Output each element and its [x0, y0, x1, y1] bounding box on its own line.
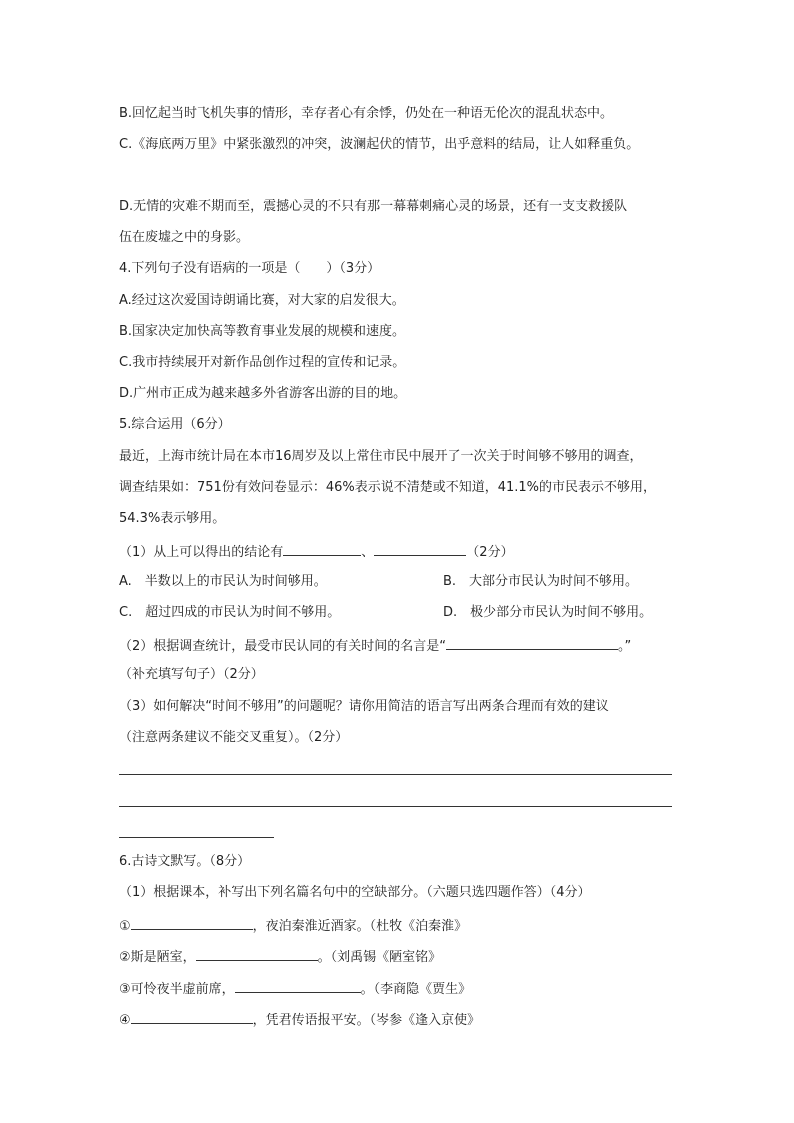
- answer-line-1[interactable]: [119, 774, 672, 775]
- q5-sub1: [119, 541, 514, 562]
- q5-sub2-suffix: 。”: [618, 639, 632, 654]
- q5-passage-line1: 最近，上海市统计局在本市16周岁及以上常住市民中展开了一次关于时间够不够用的调查，: [119, 449, 643, 464]
- q6-item2-blank[interactable]: [196, 946, 318, 961]
- q5-options-row1: [119, 573, 327, 591]
- q6-item-4: [119, 1009, 480, 1030]
- q5-option-a: A. 半数以上的市民认为时间够用。: [119, 574, 327, 589]
- q6-item1-text: ，夜泊秦淮近酒家。（杜牧《泊秦淮》: [252, 919, 468, 934]
- q6-item2-suffix: 。（刘禹锡《陋室铭》: [317, 950, 442, 965]
- q5-sub1-separator: 、: [361, 545, 375, 560]
- q5-option-c: C. 超过四成的市民认为时间不够用。: [119, 605, 341, 620]
- q6-item3-suffix: 。（李商隐《贾生》: [360, 982, 472, 997]
- q4-stem: 4.下列句子没有语病的一项是（ ）（3分）: [119, 261, 381, 276]
- q4-option-c: C.我市持续展开对新作品创作过程的宣传和记录。: [119, 355, 406, 370]
- q5-sub2-blank[interactable]: [446, 635, 618, 650]
- q5-sub2: [119, 635, 631, 656]
- q6-instruction: （1）根据课本，补写出下列名篇名句中的空缺部分。（六题只选四题作答）（4分）: [119, 885, 591, 900]
- q5-sub3-line2: （注意两条建议不能交叉重复）。（2分）: [119, 730, 349, 745]
- q6-title: 6.古诗文默写。（8分）: [119, 854, 251, 869]
- q6-item3-prefix: ③可怜夜半虚前席，: [119, 982, 235, 997]
- q6-item3-blank[interactable]: [235, 978, 361, 993]
- q6-item1-number: ①: [119, 919, 131, 934]
- q6-item4-blank[interactable]: [131, 1009, 253, 1024]
- q3-option-d-line1: D.无情的灾难不期而至，震撼心灵的不只有那一幕幕刺痛心灵的场景，还有一支支救援队: [119, 199, 628, 214]
- q5-sub1-prefix: （1）从上可以得出的结论有: [119, 545, 284, 560]
- q6-item2-prefix: ②斯是陋室，: [119, 950, 196, 965]
- q5-option-d: D. 极少部分市民认为时间不够用。: [443, 605, 653, 620]
- q5-title: 5.综合运用（6分）: [119, 417, 231, 432]
- q4-option-b: B.国家决定加快高等教育事业发展的规模和速度。: [119, 324, 406, 339]
- q4-option-a: A.经过这次爱国诗朗诵比赛，对大家的启发很大。: [119, 293, 405, 308]
- answer-line-2[interactable]: [119, 806, 672, 807]
- q5-sub1-score: （2分）: [466, 545, 514, 560]
- answer-line-3[interactable]: [119, 837, 274, 838]
- q6-item-3: [119, 978, 471, 999]
- q5-sub3-line1: （3）如何解决“时间不够用”的问题呢？请你用简洁的语言写出两条合理而有效的建议: [119, 699, 609, 714]
- q6-item-1: [119, 915, 467, 936]
- q6-item4-number: ④: [119, 1013, 131, 1028]
- q5-passage-line3: 54.3%表示够用。: [119, 511, 226, 526]
- q3-option-b: B.回忆起当时飞机失事的情形，幸存者心有余悸，仍处在一种语无伦次的混乱状态中。: [119, 106, 614, 121]
- q5-option-b: B. 大部分市民认为时间不够用。: [443, 574, 639, 589]
- q4-option-d: D.广州市正成为越来越多外省游客出游的目的地。: [119, 386, 407, 401]
- q5-sub2-prefix: （2）根据调查统计，最受市民认同的有关时间的名言是“: [119, 639, 447, 654]
- q5-sub2-line2: （补充填写句子）（2分）: [119, 667, 264, 682]
- q3-option-c: C.《海底两万里》中紧张激烈的冲突，波澜起伏的情节，出乎意料的结局，让人如释重负。: [119, 137, 640, 152]
- q6-item1-blank[interactable]: [131, 915, 253, 930]
- q6-item-2: [119, 946, 441, 967]
- q3-option-d-line2: 伍在废墟之中的身影。: [119, 230, 250, 245]
- q5-passage-line2: 调查结果如：751份有效问卷显示：46%表示说不清楚或不知道，41.1%的市民表示不够用，: [119, 480, 657, 495]
- q6-item4-text: ，凭君传语报平安。（岑参《逢入京使》: [252, 1013, 481, 1028]
- q5-sub1-blank-2[interactable]: [374, 541, 466, 556]
- q5-options-row2: [119, 604, 340, 622]
- q5-sub1-blank-1[interactable]: [283, 541, 361, 556]
